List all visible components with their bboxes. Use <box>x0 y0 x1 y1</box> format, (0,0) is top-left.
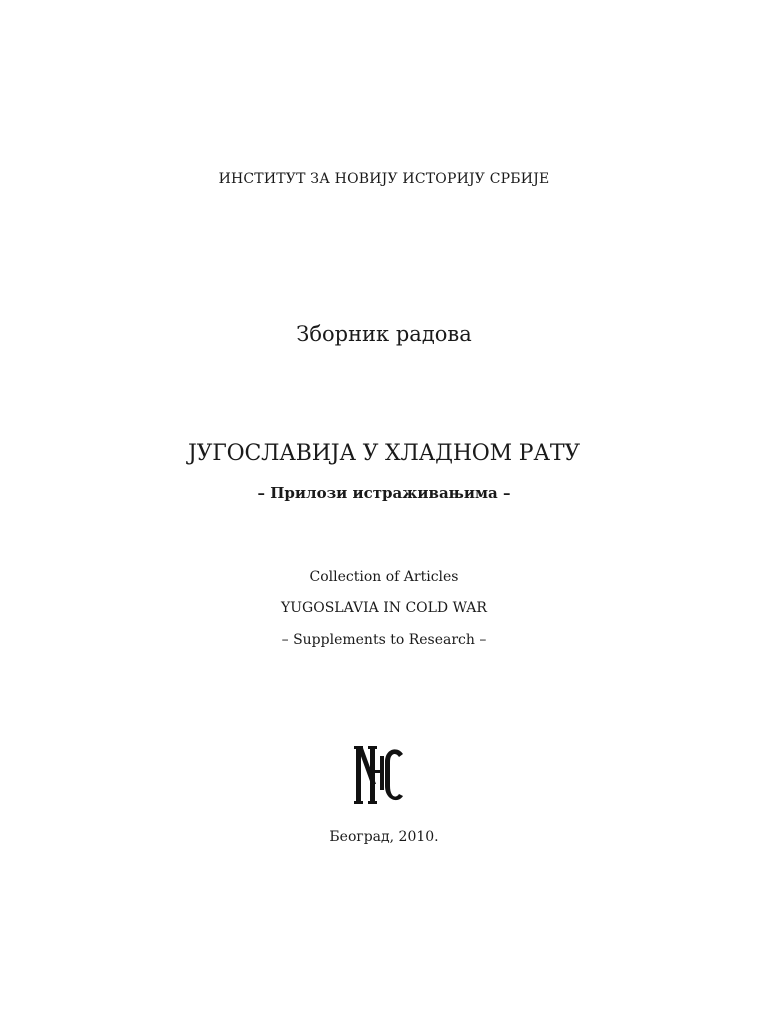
institute-name: ИНСТИТУТ ЗА НОВИЈУ ИСТОРИЈУ СРБИЈЕ <box>218 171 550 187</box>
book-title-english: YUGOSLAVIA IN COLD WAR <box>281 600 487 616</box>
publisher-monogram-logo-icon <box>354 744 406 806</box>
book-subtitle-english: – Supplements to Research – <box>281 632 487 648</box>
publication-place-year: Београд, 2010. <box>329 829 439 845</box>
book-title-serbian: ЈУГОСЛАВИЈА У ХЛАДНОМ РАТУ <box>187 441 581 466</box>
collection-label-english: Collection of Articles <box>309 569 459 585</box>
book-subtitle-serbian: – Прилози истраживањима – <box>257 484 511 502</box>
collection-label-serbian: Зборник радова <box>296 322 472 346</box>
